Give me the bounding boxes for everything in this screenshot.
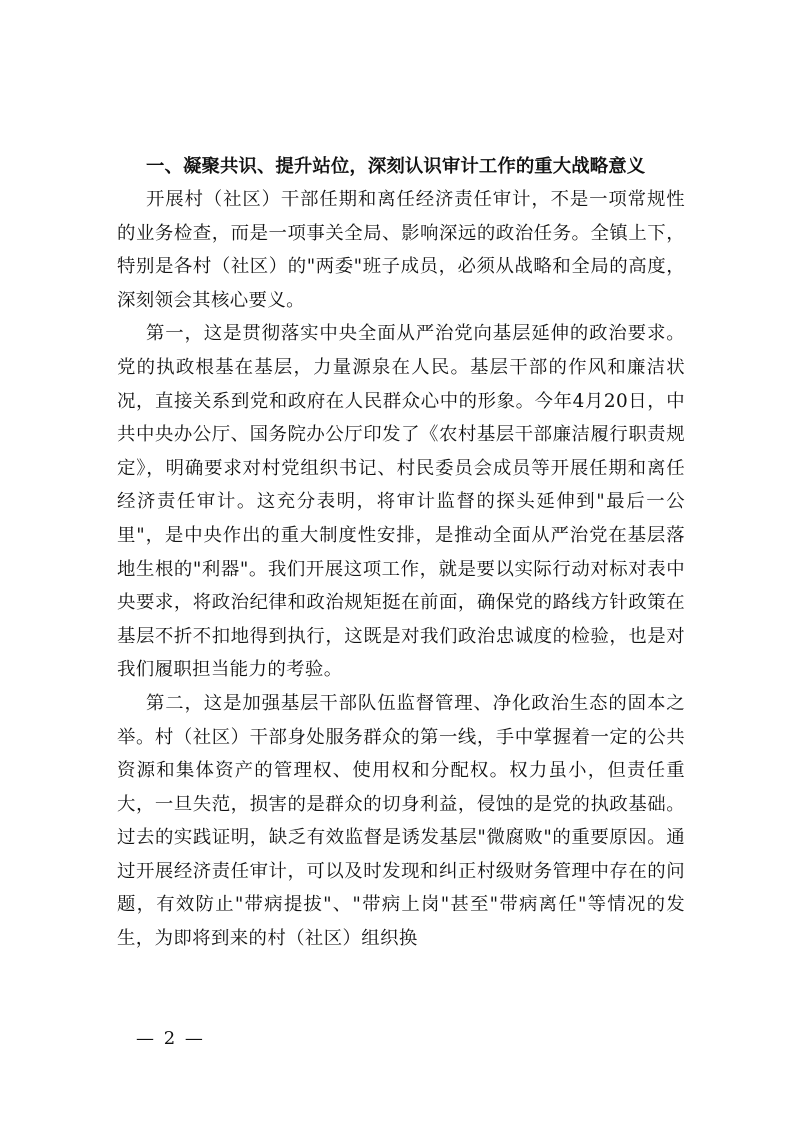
paragraph-second-point: 第二，这是加强基层干部队伍监督管理、净化政治生态的固本之举。村（社区）干部身处服务群众的第一线，手中掌握着一定的公共资源和集体资产的管理权、使用权和分配权。权力虽小，但责任重大，一旦失范，损害的是群众的切身利益，侵蚀的是党的执政基础。过去的实践证明，缺乏有效监督是诱发基层"微腐败"的重要原因。通过开展经济责任审计，可以及时发现和纠正村级财务管理中存在的问题，有效防止"带病提拔"、"带病上岗"甚至"带病离任"等情况的发生，为即将到来的村（社区）组织换	[117, 692, 685, 950]
paragraph-first-point: 第一，这是贯彻落实中央全面从严治党向基层延伸的政治要求。党的执政根基在基层，力量源泉在人民。基层干部的作风和廉洁状况，直接关系到党和政府在人民群众心中的形象。今年4月20日，中共中央办公厅、国务院办公厅印发了《农村基层干部廉洁履行职责规定》，明确要求对村党组织书记、村民委员会成员等开展任期和离任经济责任审计。这充分表明，将审计监督的探头延伸到"最后一公里"，是中央作出的重大制度性安排，是推动全面从严治党在基层落地生根的"利器"。我们开展这项工作，就是要以实际行动对标对表中央要求，将政治纪律和政治规矩挺在前面，确保党的路线方针政策在基层不折不扣地得到执行，这既是对我们政治忠诚度的检验，也是对我们履职担当能力的考验。	[117, 323, 685, 681]
paragraph-intro: 开展村（社区）干部任期和离任经济责任审计，不是一项常规性的业务检查，而是一项事关全局、影响深远的政治任务。全镇上下，特别是各村（社区）的"两委"班子成员，必须从战略和全局的高度，深刻领会其核心要义。	[117, 189, 685, 311]
page-number: — 2 —	[136, 1028, 205, 1049]
section-heading: 一、凝聚共识、提升站位，深刻认识审计工作的重大战略意义	[146, 156, 646, 177]
document-body	[117, 150, 685, 956]
